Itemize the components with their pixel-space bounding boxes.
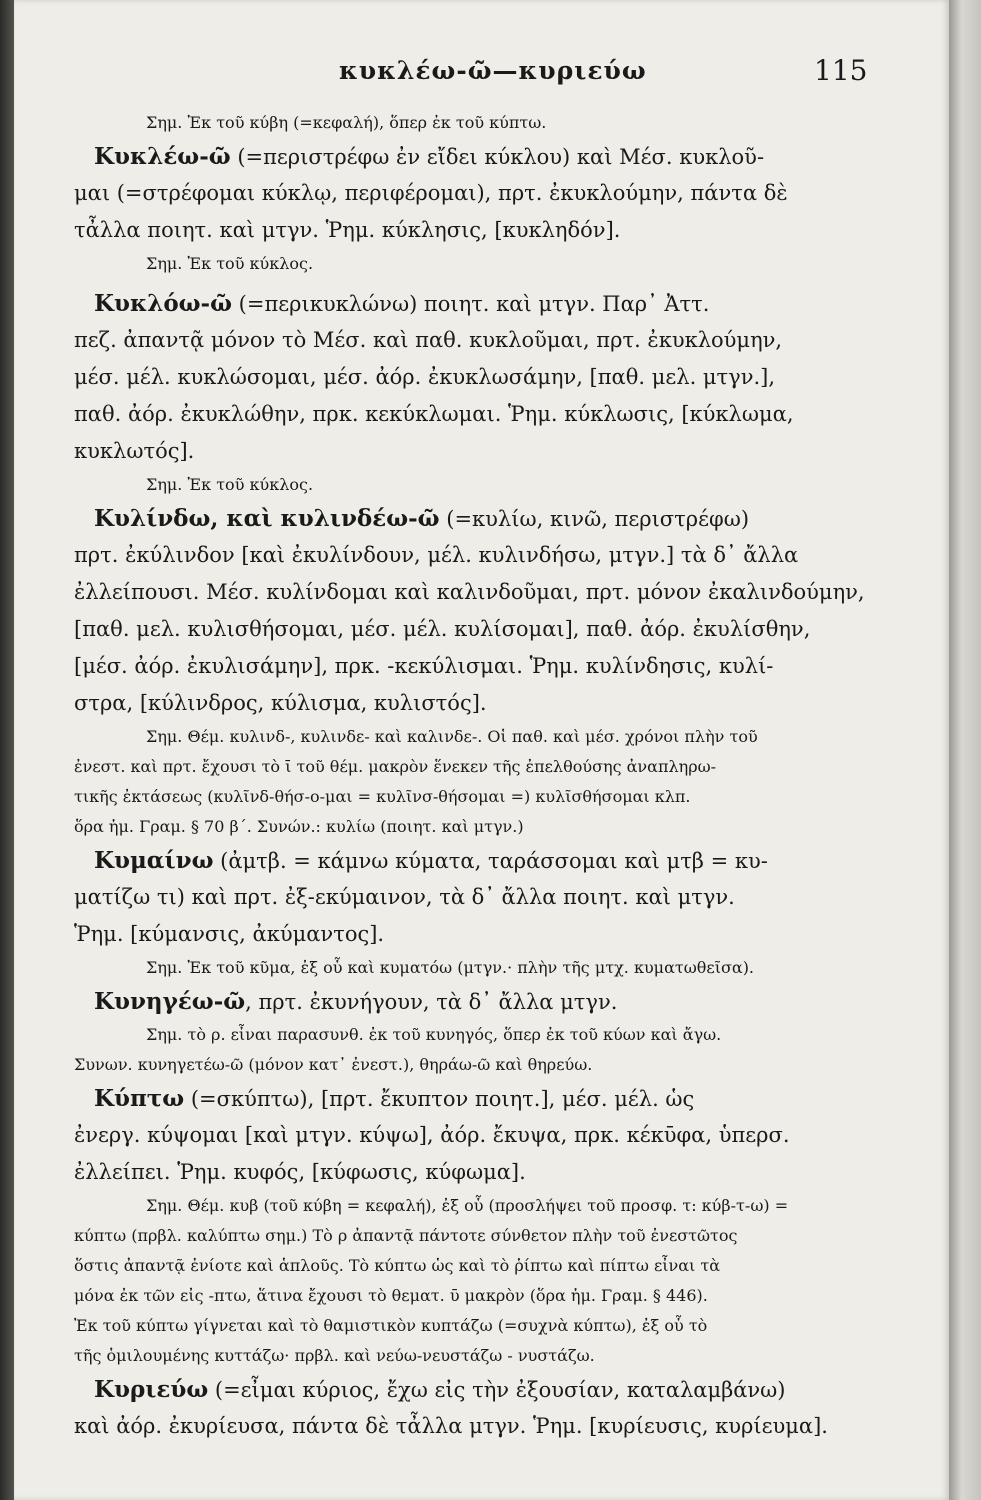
line-text: Σημ. τὸ ρ. εἶναι παρασυνθ. ἐκ τοῦ κυνηγός, ὅπερ ἐκ τοῦ κύων καὶ ἄγω. xyxy=(146,1025,722,1044)
note-line xyxy=(74,782,924,812)
line-text: κυκλωτός]. xyxy=(74,439,195,463)
line-text: , πρτ. ἐκυνήγουν, τὰ δ᾽ ἄλλα μτγν. xyxy=(245,990,618,1014)
text-line xyxy=(74,433,924,470)
line-text: (=εἶμαι κύριος, ἔχω εἰς τὴν ἐξουσίαν, καταλαμβάνω) xyxy=(208,1378,786,1402)
line-text: ματίζω τι) καὶ πρτ. ἐξ-εκύμαινον, τὰ δ᾽ ἄλλα ποιητ. καὶ μτγν. xyxy=(74,885,735,909)
line-text: (=περιστρέφω ἐν εἴδει κύκλου) καὶ Μέσ. κυκλοῦ- xyxy=(230,145,765,169)
note-line xyxy=(74,1020,924,1050)
text-line xyxy=(74,322,924,359)
dictionary-body xyxy=(74,108,924,1445)
note-line xyxy=(74,1251,924,1281)
line-text: τικῆς ἐκτάσεως (κυλῖνδ-θήσ-ο-μαι = κυλῖνσ-θήσομαι =) κυλῖσθήσομαι κλπ. xyxy=(74,787,691,806)
note-line xyxy=(74,1341,924,1371)
lemma: Κύπτω xyxy=(94,1085,185,1112)
line-text: Σημ. Θέμ. κυβ (τοῦ κύβη = κεφαλή), ἐξ οὗ (προσλήψει τοῦ προσφ. τ: κύβ-τ-ω) = xyxy=(146,1196,789,1215)
line-text: μαι (=στρέφομαι κύκλῳ, περιφέρομαι), πρτ. ἐκυκλούμην, πάντα δὲ xyxy=(74,181,788,205)
text-line xyxy=(74,879,924,916)
text-line xyxy=(74,1154,924,1191)
lemma: Κυνηγέω-ῶ xyxy=(94,988,246,1015)
book-page xyxy=(14,0,949,1500)
note-line xyxy=(74,752,924,782)
note-line xyxy=(74,1191,924,1221)
lemma: Κυμαίνω xyxy=(94,847,214,874)
line-text: τῆς ὁμιλουμένης κυττάζω· πρβλ. καὶ νεύω-νευστάζω - νυστάζω. xyxy=(74,1346,595,1365)
line-text: (=περικυκλώνω) ποιητ. καὶ μτγν. Παρ᾽ Ἀττ. xyxy=(232,292,710,316)
line-text: παθ. ἀόρ. ἐκυκλώθην, πρκ. κεκύκλωμαι. Ῥημ. κύκλωσις, [κύκλωμα, xyxy=(74,402,794,426)
line-text: κύπτω (πρβλ. καλύπτω σημ.) Τὸ ρ ἀπαντᾷ πάντοτε σύνθετον πλὴν τοῦ ἐνεστῶτος xyxy=(74,1226,738,1245)
text-line xyxy=(74,396,924,433)
lemma: Κυκλόω-ῶ xyxy=(94,290,232,317)
line-text: ἐλλείπουσι. Μέσ. κυλίνδομαι καὶ καλινδοῦμαι, πρτ. μόνον ἐκαλινδούμην, xyxy=(74,580,865,604)
text-line xyxy=(74,212,924,249)
line-text: καὶ ἀόρ. ἐκυρίευσα, πάντα δὲ τἆλλα μτγν. Ῥημ. [κυρίευσις, κυρίευμα]. xyxy=(74,1414,828,1438)
line-text: (ἀμτβ. = κάμνω κύματα, ταράσσομαι καὶ μτβ = κυ- xyxy=(213,849,768,873)
line-text: (=κυλίω, κινῶ, περιστρέφω) xyxy=(439,507,750,531)
line-text: [παθ. μελ. κυλισθήσομαι, μέσ. μέλ. κυλίσομαι], παθ. ἀόρ. ἐκυλίσθην, xyxy=(74,617,811,641)
entry-headline xyxy=(74,1080,924,1117)
note-line xyxy=(74,1281,924,1311)
note-line xyxy=(74,249,924,279)
line-text: τἆλλα ποιητ. καὶ μτγν. Ῥημ. κύκλησις, [κυκληδόν]. xyxy=(74,218,621,242)
text-line xyxy=(74,359,924,396)
note-line xyxy=(74,1311,924,1341)
line-text: πρτ. ἐκύλινδον [καὶ ἐκυλίνδουν, μέλ. κυλινδήσω, μτγν.] τὰ δ᾽ ἄλλα xyxy=(74,543,799,567)
entry-headline xyxy=(74,285,924,322)
line-text: [μέσ. ἀόρ. ἐκυλισάμην], πρκ. -κεκύλισμαι. Ῥημ. κυλίνδησις, κυλί- xyxy=(74,654,774,678)
entry-headline xyxy=(74,983,924,1020)
running-title: κυκλέω-ῶ—κυριεύω xyxy=(339,56,647,85)
line-text: (=σκύπτω), [πρτ. ἔκυπτον ποιητ.], μέσ. μέλ. ὡς xyxy=(184,1087,695,1111)
line-text: πεζ. ἀπαντᾷ μόνον τὸ Μέσ. καὶ παθ. κυκλοῦμαι, πρτ. ἐκυκλούμην, xyxy=(74,328,783,352)
line-text: ἐνεστ. καὶ πρτ. ἔχουσι τὸ ῑ τοῦ θέμ. μακρὸν ἕνεκεν τῆς ἐπελθούσης ἀναπληρω- xyxy=(74,757,717,776)
line-text: Σημ. Ἐκ τοῦ κῦμα, ἐξ οὗ καὶ κυματόω (μτγν.· πλὴν τῆς μτχ. κυματωθεῖσα). xyxy=(146,958,755,977)
line-text: ἐνεργ. κύψομαι [καὶ μτγν. κύψω], ἀόρ. ἔκυψα, πρκ. κέκῡφα, ὑπερσ. xyxy=(74,1123,790,1147)
line-text: Σημ. Θέμ. κυλινδ-, κυλινδε- καὶ καλινδε-. Οἱ παθ. καὶ μέσ. χρόνοι πλὴν τοῦ xyxy=(146,727,758,746)
line-text: ὅστις ἀπαντᾷ ἐνίοτε καὶ ἁπλοῦς. Τὸ κύπτω ὡς καὶ τὸ ῥίπτω καὶ πίπτω εἶναι τὰ xyxy=(74,1256,721,1275)
running-head xyxy=(14,56,949,96)
text-line xyxy=(74,574,924,611)
scan-edge-left xyxy=(0,0,14,1500)
text-line xyxy=(74,1117,924,1154)
lemma: Κυκλέω-ῶ xyxy=(94,143,231,170)
text-line xyxy=(74,611,924,648)
entry-headline xyxy=(74,138,924,175)
text-line xyxy=(74,1408,924,1445)
note-line xyxy=(74,812,924,842)
line-text: Συνων. κυνηγετέω-ῶ (μόνον κατ᾽ ἐνεστ.), θηράω-ῶ καὶ θηρεύω. xyxy=(74,1055,593,1074)
page-number: 115 xyxy=(814,54,868,87)
note-line xyxy=(74,1221,924,1251)
line-text: Ἐκ τοῦ κύπτω γίγνεται καὶ τὸ θαμιστικὸν κυπτάζω (=συχνὰ κύπτω), ἐξ οὗ τὸ xyxy=(74,1316,708,1335)
note-line xyxy=(74,953,924,983)
line-text: ἐλλείπει. Ῥημ. κυφός, [κύφωσις, κύφωμα]. xyxy=(74,1160,526,1184)
line-text: μόνα ἐκ τῶν εἰς -πτω, ἅτινα ἔχουσι τὸ θεματ. ῡ μακρὸν (ὅρα ἡμ. Γραμ. § 446). xyxy=(74,1286,708,1305)
text-line xyxy=(74,648,924,685)
text-line xyxy=(74,175,924,212)
note-line xyxy=(74,1050,924,1080)
scan-edge-right xyxy=(949,0,981,1500)
entry-headline xyxy=(74,500,924,537)
line-text: Σημ. Ἐκ τοῦ κύκλος. xyxy=(146,254,314,273)
entry-headline xyxy=(74,842,924,879)
text-line xyxy=(74,916,924,953)
entry-headline xyxy=(74,1371,924,1408)
line-text: στρα, [κύλινδρος, κύλισμα, κυλιστός]. xyxy=(74,691,487,715)
line-text: ὅρα ἡμ. Γραμ. § 70 β΄. Συνών.: κυλίω (ποιητ. καὶ μτγν.) xyxy=(74,817,524,836)
lemma: Κυλίνδω, καὶ κυλινδέω-ῶ xyxy=(94,505,440,532)
line-text: Σημ. Ἐκ τοῦ κύκλος. xyxy=(146,475,314,494)
text-line xyxy=(74,537,924,574)
note-line xyxy=(74,108,924,138)
line-text: Σημ. Ἐκ τοῦ κύβη (=κεφαλή), ὅπερ ἐκ τοῦ κύπτω. xyxy=(146,113,547,132)
line-text: μέσ. μέλ. κυκλώσομαι, μέσ. ἀόρ. ἐκυκλωσάμην, [παθ. μελ. μτγν.], xyxy=(74,365,776,389)
lemma: Κυριεύω xyxy=(94,1376,209,1403)
text-line xyxy=(74,685,924,722)
note-line xyxy=(74,722,924,752)
note-line xyxy=(74,470,924,500)
line-text: Ῥημ. [κύμανσις, ἀκύμαντος]. xyxy=(74,922,385,946)
